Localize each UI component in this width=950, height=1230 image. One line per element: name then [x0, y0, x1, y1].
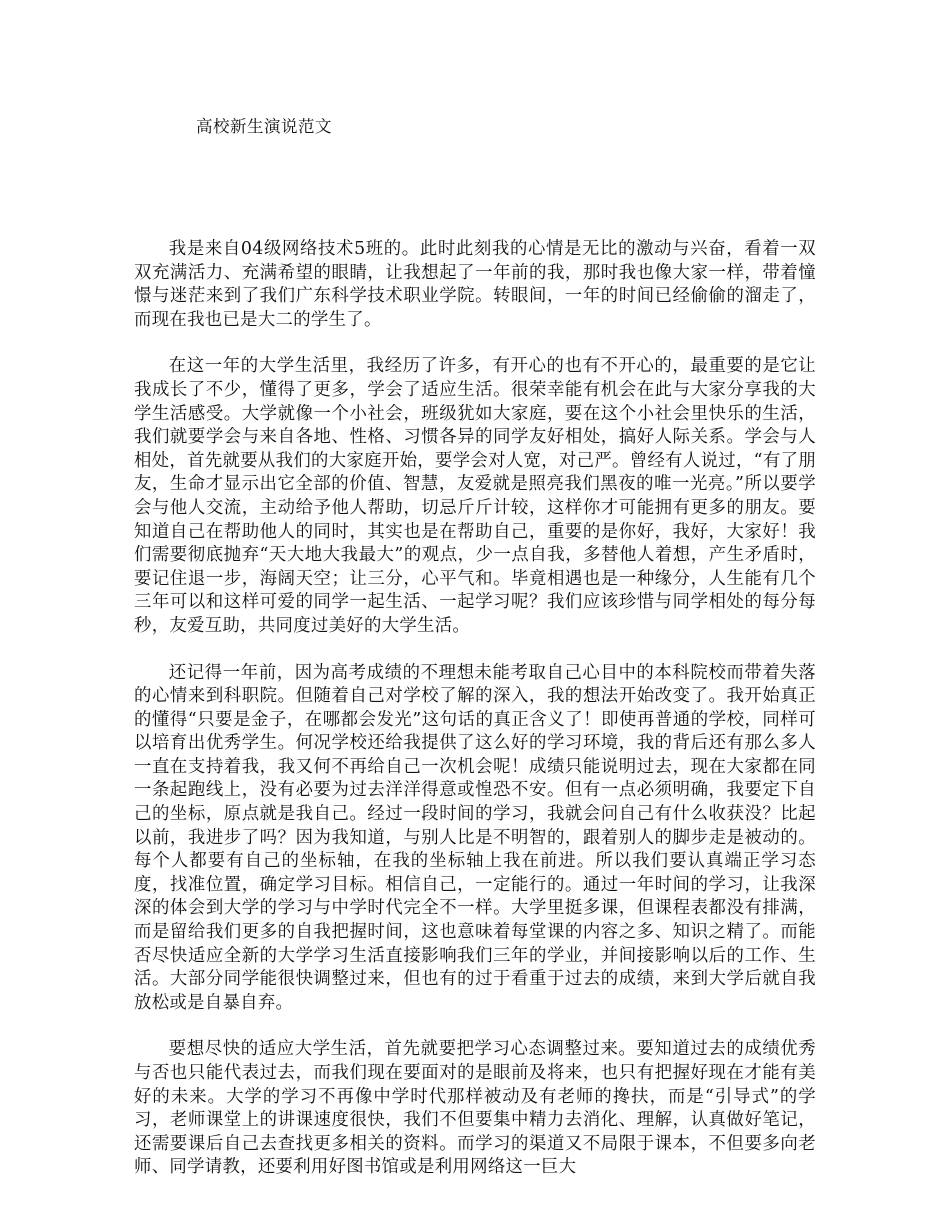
document-body [134, 238, 816, 1203]
paragraph-2: 在这一年的大学生活里，我经历了许多，有开心的也有不开心的，最重要的是它让我成长了不少，懂得了更多，学会了适应生活。很荣幸能有机会在此与大家分享我的大学生活感受。大学就像一个小社会，班级犹如大家庭，要在这个小社会里快乐的生活，我们就要学会与来自各地、性格、习惯各异的同学友好相处，搞好人际关系。学会与人相处，首先就要从我们的大家庭开始，要学会对人宽，对己严。曾经有人说过，“有了朋友，生命才显示出它全部的价值、智慧，友爱就是照亮我们黑夜的唯一光亮。”所以要学会与他人交流，主动给予他人帮助，切忌斤斤计较，这样你才可能拥有更多的朋友。要知道自己在帮助他人的同时，其实也是在帮助自己，重要的是你好，我好，大家好！我们需要彻底抛弃“天大地大我最大”的观点，少一点自我，多替他人着想，产生矛盾时，要记住退一步，海阔天空；让三分，心平气和。毕竟相遇也是一种缘分，人生能有几个三年可以和这样可爱的同学一起生活、一起学习呢？我们应该珍惜与同学相处的每分每秒，友爱互助，共同度过美好的大学生活。 [134, 356, 816, 636]
document-title: 高校新生演说范文 [196, 117, 332, 136]
paragraph-1: 我是来自04级网络技术5班的。此时此刻我的心情是无比的激动与兴奋，看着一双双充满活力、充满希望的眼睛，让我想起了一年前的我，那时我也像大家一样，带着憧憬与迷茫来到了我们广东科学技术职业学院。转眼间，一年的时间已经偷偷的溜走了，而现在我也已是大二的学生了。 [134, 239, 816, 330]
paragraph-3: 还记得一年前，因为高考成绩的不理想未能考取自己心目中的本科院校而带着失落的心情来到科职院。但随着自己对学校了解的深入，我的想法开始改变了。我开始真正的懂得“只要是金子，在哪都会发光”这句话的真正含义了！即使再普通的学校，同样可以培育出优秀学生。何况学校还给我提供了这么好的学习环境，我的背后还有那么多人一直在支持着我，我又何不再给自己一次机会呢！成绩只能说明过去，现在大家都在同一条起跑线上，没有必要为过去洋洋得意或惶恐不安。但有一点必须明确，我要定下自己的坐标，原点就是我自己。经过一段时间的学习，我就会问自己有什么收获没？比起以前，我进步了吗？因为我知道，与别人比是不明智的，跟着别人的脚步走是被动的。每个人都要有自己的坐标轴，在我的坐标轴上我在前进。所以我们要认真端正学习态度，找准位置，确定学习目标。相信自己，一定能行的。通过一年时间的学习，让我深深的体会到大学的学习与中学时代完全不一样。大学里挺多课，但课程表都没有排满，而是留给我们更多的自我把握时间，这也意味着每堂课的内容之多、知识之精了。而能否尽快适应全新的大学学习生活直接影响我们三年的学业，并间接影响以后的工作、生活。大部分同学能很快调整过来，但也有的过于看重于过去的成绩，来到大学后就自我放松或是自暴自弃。 [134, 662, 816, 1013]
paragraph-4: 要想尽快的适应大学生活，首先就要把学习心态调整过来。要知道过去的成绩优秀与否也只能代表过去，而我们现在要面对的是眼前及将来，也只有把握好现在才能有美好的未来。大学的学习不再像中学时代那样被动及有老师的搀扶，而是“引导式”的学习，老师课堂上的讲课速度很快，我们不但要集中精力去消化、理解，认真做好笔记，还需要课后自己去查找更多相关的资料。而学习的渠道又不局限于课本，不但要多向老师、同学请教，还要利用好图书馆或是利用网络这一巨大 [134, 1039, 816, 1178]
